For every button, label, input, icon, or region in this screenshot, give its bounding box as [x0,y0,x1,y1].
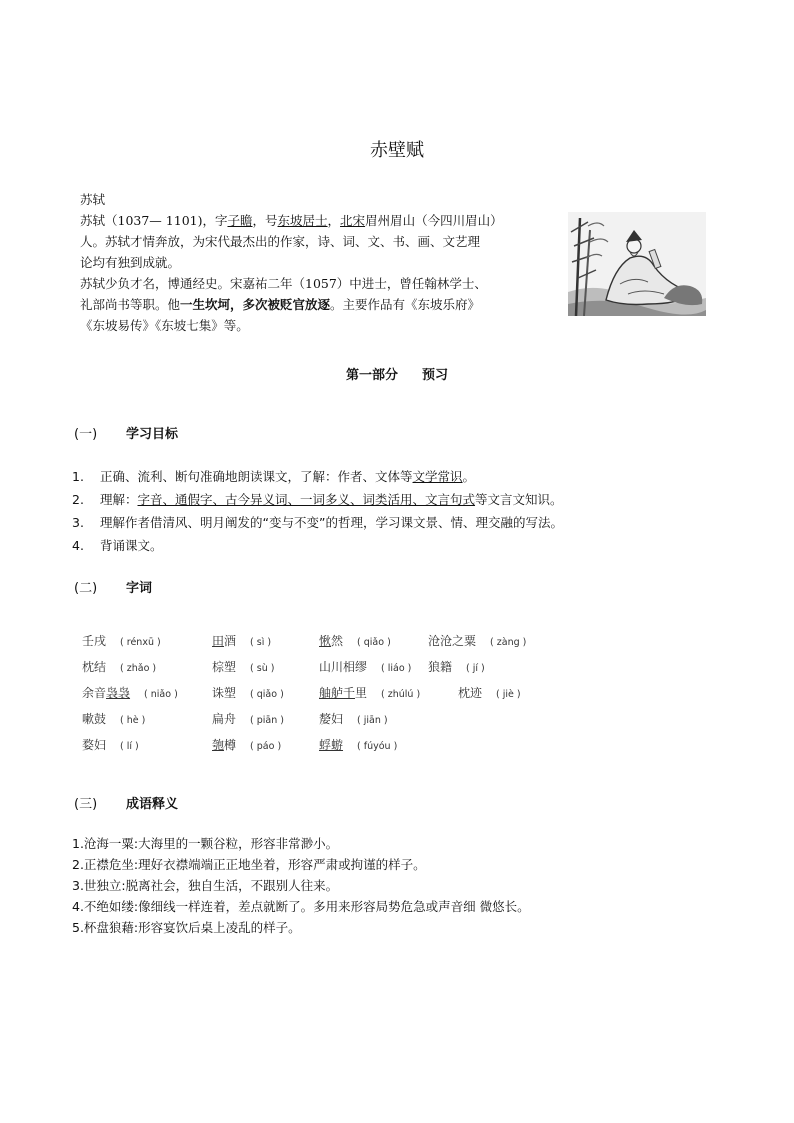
vocab-row [82,710,562,736]
vocab-row [82,684,562,710]
vocab-entry: 壬戌 ( rénxū ) [82,634,161,648]
author-intro [80,189,560,336]
vocab-entry: 蜉蝣 ( fúyóu ) [319,738,398,752]
objectives-list [72,465,712,557]
objective-item: 1. 正确、流利、断句准确地朗读课文，了解：作者、文体等文学常识。 [72,469,476,484]
author-name: 苏轼 [80,192,106,207]
vocab-row [82,736,562,762]
vocab-entry: 嗽鼓 ( hè ) [82,712,146,726]
vocab-entry: 婺妇 ( lí ) [82,738,139,752]
vocab-row [82,632,562,658]
objective-item: 3. 理解作者借清风、明月阐发的“变与不变”的哲理，学习课文景、情、理交融的写法。 [72,515,563,530]
objective-item: 4. 背诵课文。 [72,538,163,553]
intro-line-4: 苏轼少负才名，博通经史。宋嘉祐二年（1057）中进士，曾任翰林学士、 [80,276,487,291]
idiom-item: 1.沧海一粟:大海里的一颗谷粒，形容非常渺小。 [72,836,339,851]
intro-line-1: 苏轼（1037— 1101)，字子瞻，号东坡居士，北宋眉州眉山（今四川眉山） [80,213,503,228]
part-one-heading: 第一部分 预习 [345,368,449,383]
vocab-entry: 匏樽 ( páo ) [212,738,282,752]
su-shi-portrait-image [568,212,706,316]
idiom-item: 4.不绝如缕:像细线一样连着，差点就断了。多用来形容局势危急或声音细 微悠长。 [72,899,530,914]
vocab-entry: 嫠妇 ( jiān ) [319,712,388,726]
vocab-entry: 余音袅袅 ( niǎo ) [82,686,178,700]
idiom-item: 5.杯盘狼藉:形容宴饮后桌上凌乱的样子。 [72,920,301,935]
vocab-entry: 山川相缪 ( liáo ) [319,660,412,674]
idiom-item: 2.正襟危坐:理好衣襟端端正正地坐着，形容严肃或拘谨的样子。 [72,857,426,872]
idiom-item: 3.世独立:脱离社会，独自生活，不跟别人往来。 [72,878,339,893]
vocab-entry: 枕迹 ( jiè ) [458,686,521,700]
vocab-entry: 舳舻千里 ( zhúlú ) [319,686,421,700]
vocab-grid [82,632,562,762]
intro-line-5: 礼部尚书等职。他一生坎坷，多次被贬官放逐。主要作品有《东坡乐府》 [80,297,481,312]
section-heading-vocab: (二) 字词 [74,581,153,596]
section-heading-idioms: (三) 成语释义 [74,797,179,812]
vocab-entry: 愀然 ( qiǎo ) [319,634,391,648]
intro-line-6: 《东坡易传》《东坡七集》等。 [80,318,249,333]
intro-line-2: 人。苏轼才情奔放，为宋代最杰出的作家，诗、词、文、书、画、文艺理 [80,234,481,249]
section-heading-goals: (一) 学习目标 [74,427,179,442]
vocab-entry: 枕结 ( zhǎo ) [82,660,157,674]
vocab-entry: 棕塑 ( sù ) [212,660,275,674]
vocab-entry: 田酒 ( sì ) [212,634,272,648]
idioms-list [72,833,732,938]
objective-item: 2. 理解：字音、通假字、古今异义词、一词多义、词类活用、文言句式等文言文知识。 [72,492,563,507]
vocab-entry: 诛塑 ( qiǎo ) [212,686,284,700]
vocab-entry: 扁舟 ( piān ) [212,712,284,726]
intro-line-3: 论均有独到成就。 [80,255,181,270]
document-title: 赤壁赋 [370,140,424,161]
vocab-entry: 狼籍 ( jí ) [428,660,485,674]
vocab-row [82,658,562,684]
vocab-entry: 沧沧之粟 ( zàng ) [428,634,527,648]
